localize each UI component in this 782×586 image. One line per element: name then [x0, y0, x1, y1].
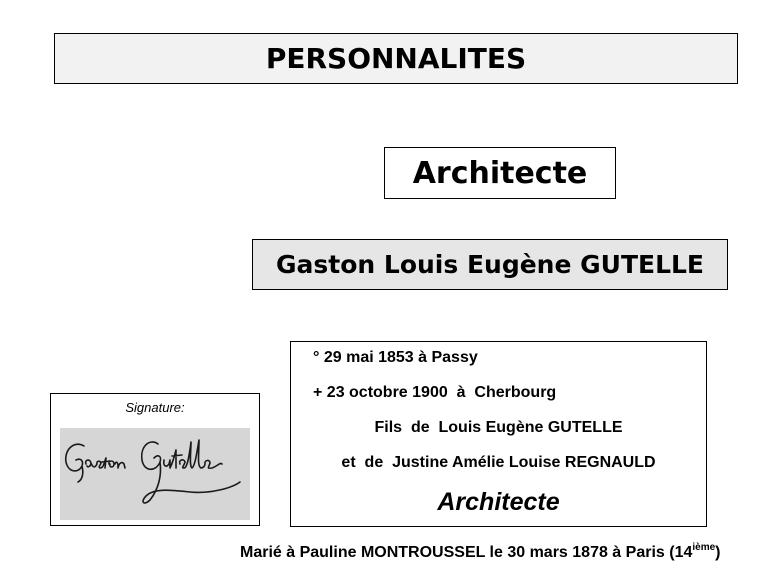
role-box: [384, 147, 616, 199]
info-box: [290, 341, 707, 527]
name-box: [252, 239, 728, 290]
title-box: [54, 33, 738, 84]
signature-box: [50, 393, 260, 526]
death-line: + 23 octobre 1900 à Cherbourg: [313, 384, 557, 401]
signature-label: Signature:: [125, 400, 185, 415]
marriage-close: ): [715, 544, 721, 561]
role-heading: Architecte: [412, 155, 588, 191]
mother-line: et de Justine Amélie Louise REGNAULD: [341, 454, 656, 471]
signature-image: [60, 428, 250, 520]
marriage-superscript: ième: [692, 542, 716, 553]
person-name: Gaston Louis Eugène GUTELLE: [275, 250, 705, 279]
page-title: PERSONNALITES: [265, 42, 527, 75]
signature-handwriting: [60, 428, 250, 520]
marriage-text: Marié à Pauline MONTROUSSEL le 30 mars 1878 à Paris (14: [240, 544, 693, 561]
father-line: Fils de Louis Eugène GUTELLE: [374, 419, 623, 436]
birth-line: ° 29 mai 1853 à Passy: [313, 349, 478, 366]
profession-line: Architecte: [437, 488, 560, 516]
marriage-line: [240, 542, 720, 562]
